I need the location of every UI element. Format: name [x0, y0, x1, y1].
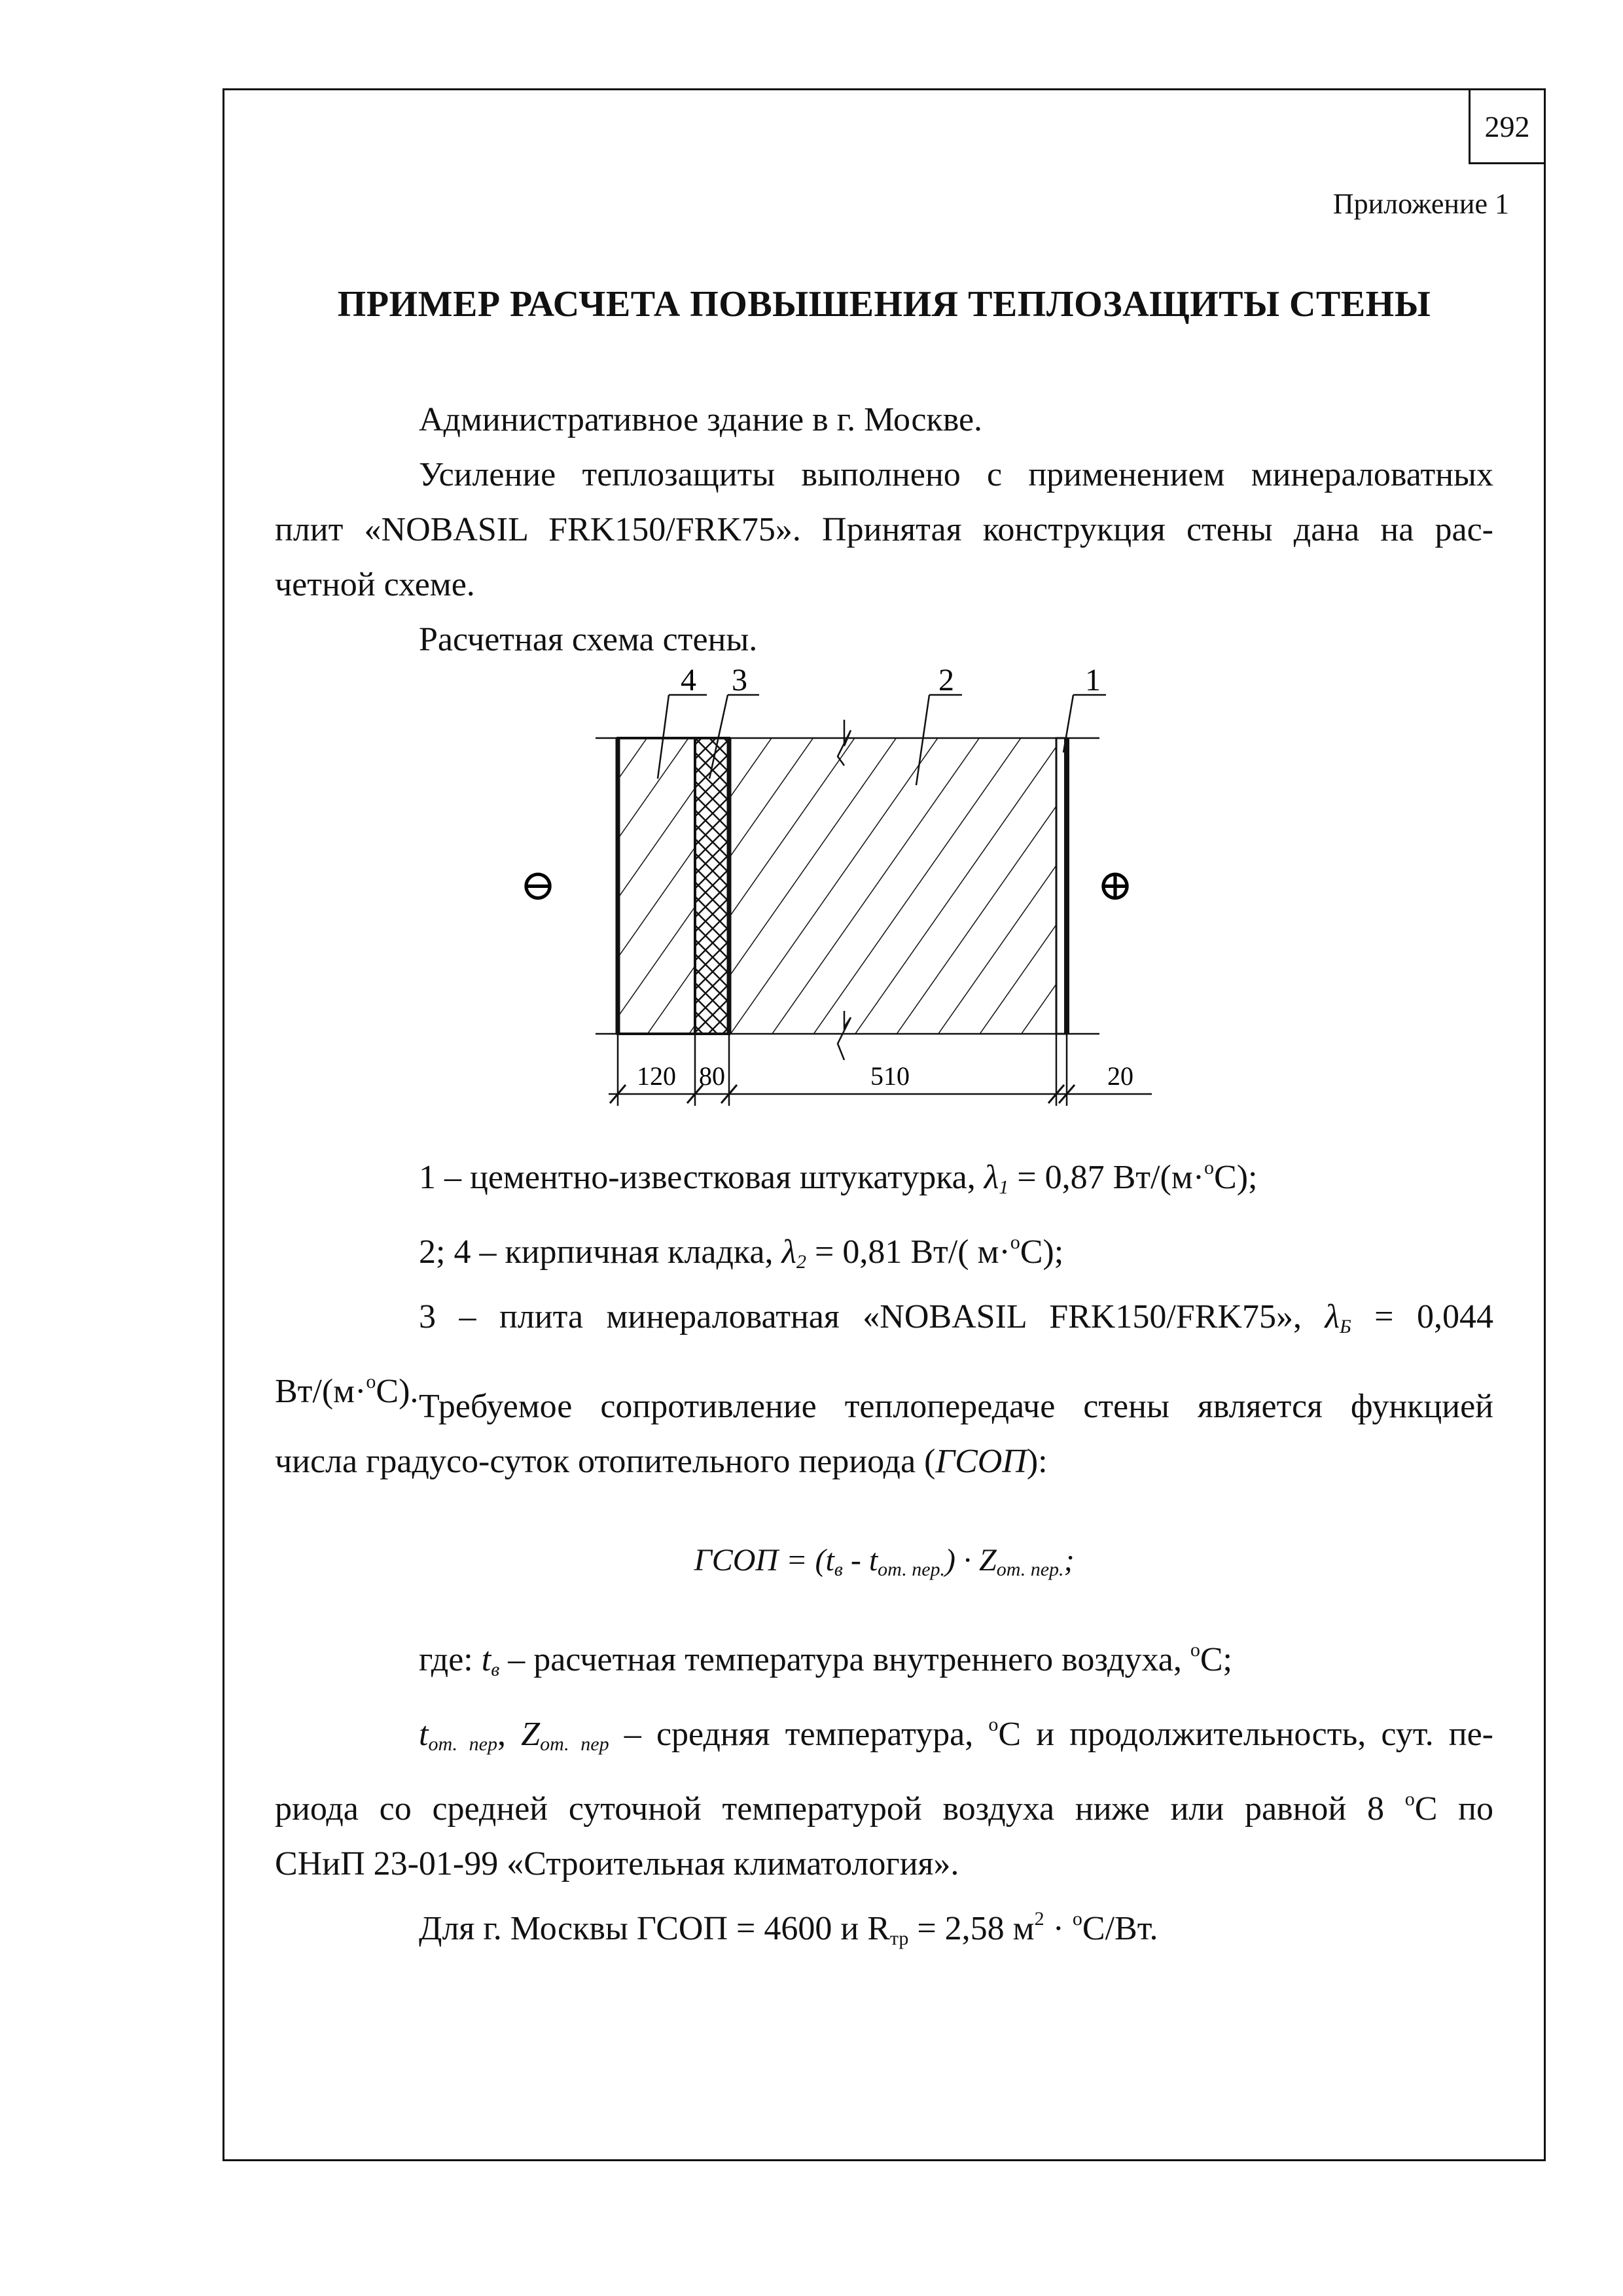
layer-2-brick	[729, 738, 1056, 1034]
layer-label-1	[1063, 663, 1106, 752]
where-line-1: где: $t_в$ – расчетная температура внутреннего воздуха, $^о$С;	[419, 1639, 1232, 1680]
outside-minus-icon: ⊖	[520, 862, 556, 910]
intro-paragraph-2-line-2: плит «NOBASIL FRK150/FRK75». Принятая конструкция стены дана на рас-	[275, 511, 1493, 548]
dimension-80: 80	[699, 1061, 725, 1091]
svg-text:1: 1	[1085, 663, 1101, 698]
intro-paragraph-2-line-1: Усиление теплозащиты выполнено с применением минераловатных	[419, 456, 1493, 493]
where-block	[275, 1623, 1493, 1966]
layer-3-mineral-wool	[695, 738, 729, 1034]
dimension-120: 120	[637, 1061, 676, 1091]
legend-item-3: 3 – плита минераловатная «NOBASIL FRK150/FRK75», $\lambda_Б = 0,044$	[419, 1298, 1493, 1337]
layer-4-brick	[618, 738, 695, 1034]
where-line-3: риода со средней суточной температурой воздуха ниже или равной 8 $^о$С по	[275, 1788, 1493, 1828]
dimension-20: 20	[1107, 1061, 1133, 1091]
intro-paragraph-2-line-3: четной схеме.	[275, 566, 475, 603]
legend-item-2: 2; 4 – кирпичная кладка, $\lambda_2 = 0,81$ Вт/( м·$^о$С);	[419, 1231, 1064, 1273]
dimension-510: 510	[870, 1061, 910, 1091]
svg-text:3: 3	[732, 663, 747, 698]
gsop-paragraph	[275, 1379, 1493, 1489]
svg-text:4: 4	[681, 663, 696, 698]
gsop-formula: ГСОП = $(t_в - t_{от. пер.}) \cdot Z_{от. пер.}$;	[694, 1543, 1075, 1580]
inside-plus-icon: ⊕	[1097, 862, 1133, 910]
legend-item-3-unit: Вт/(м·$^о$С).	[275, 1371, 419, 1410]
legend-item-1: 1 – цементно-известковая штукатурка, $\lambda_1 = 0,87$ Вт/(м·$^о$С);	[419, 1157, 1258, 1198]
where-line-5: Для г. Москвы ГСОП = 4600 и $R_{тр} = 2,58$ $м^2 \cdot ^оС/Вт$.	[419, 1908, 1158, 1949]
where-line-2: $t_{от. пер}$, $Z_{от. пер}$ – средняя температура, $^о$С и продолжительность, сут. пе-	[419, 1714, 1493, 1755]
legend-block	[275, 1140, 1493, 1419]
gsop-line-1: Требуемое сопротивление теплопередаче стены является функцией	[419, 1388, 1493, 1425]
svg-text:2: 2	[938, 663, 954, 698]
page-title: ПРИМЕР РАСЧЕТА ПОВЫШЕНИЯ ТЕПЛОЗАЩИТЫ СТЕНЫ	[337, 284, 1431, 325]
page-number: 292	[1469, 88, 1546, 164]
where-line-4: СНиП 23-01-99 «Строительная климатология».	[275, 1845, 959, 1882]
gsop-line-2: числа градусо-суток отопительного периода (ГСОП):	[275, 1443, 1048, 1480]
scheme-caption: Расчетная схема стены.	[419, 621, 758, 658]
appendix-label: Приложение 1	[1332, 188, 1509, 220]
intro-paragraph-1: Административное здание в г. Москве.	[419, 401, 983, 438]
